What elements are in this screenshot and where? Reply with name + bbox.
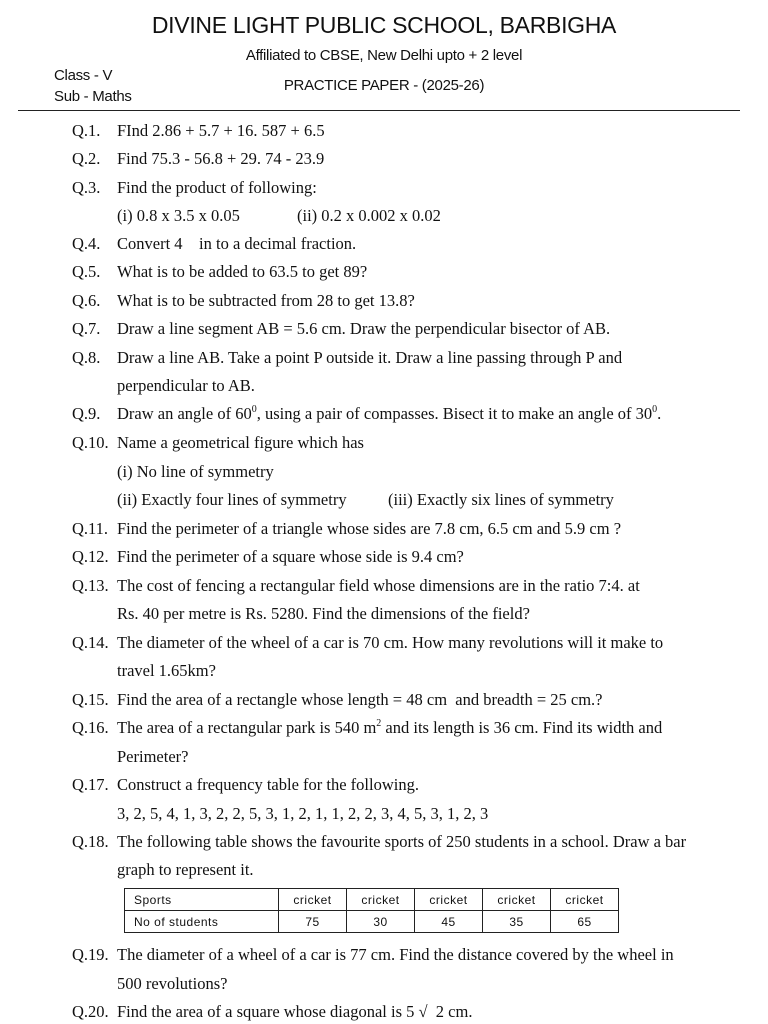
question-number: Q.3. [72, 178, 101, 197]
class-label: Class - V [54, 67, 113, 84]
question-number: Q.8. [72, 348, 101, 367]
question-text: Convert 4 in to a decimal fraction. [117, 234, 357, 253]
header-divider [18, 110, 740, 111]
question-number: Q.10. [72, 433, 109, 452]
table-cell: 65 [551, 911, 619, 933]
table-cell: cricket [279, 889, 347, 911]
question-number: Q.17. [72, 775, 109, 794]
question-number: Q.1. [72, 121, 101, 140]
question-number: Q.16. [72, 718, 109, 737]
question-part: (iii) Exactly six lines of symmetry [388, 490, 614, 509]
table-row [125, 911, 619, 933]
table-cell: 35 [483, 911, 551, 933]
question-number: Q.11. [72, 519, 109, 538]
question-text-continued: graph to represent it. [117, 860, 254, 879]
question-number: Q.15. [72, 690, 109, 709]
question-part: (i) No line of symmetry [117, 462, 274, 481]
question-text-continued: travel 1.65km? [117, 661, 216, 680]
table-cell: cricket [483, 889, 551, 911]
question-number: Q.4. [72, 234, 101, 253]
question-number: Q.2. [72, 149, 101, 168]
question-number: Q.6. [72, 291, 101, 310]
question-text: Draw a line AB. Take a point P outside it. Draw a line passing through P and [117, 348, 623, 367]
question-part: (ii) Exactly four lines of symmetry [117, 490, 347, 509]
table-cell: 75 [279, 911, 347, 933]
question-text-continued: Perimeter? [117, 747, 189, 766]
question-number: Q.18. [72, 832, 109, 851]
table-header-row [125, 889, 619, 911]
question-number: Q.12. [72, 547, 109, 566]
table-cell: 45 [415, 911, 483, 933]
table-cell: cricket [415, 889, 483, 911]
question-text: The cost of fencing a rectangular field whose dimensions are in the ratio 7:4. at [117, 576, 640, 595]
question-text: Find the product of following: [117, 178, 317, 197]
affiliation: Affiliated to CBSE, New Delhi upto + 2 level [245, 47, 523, 64]
sports-table [124, 888, 619, 933]
question-text: Find the perimeter of a triangle whose sides are 7.8 cm, 6.5 cm and 5.9 cm ? [117, 519, 622, 538]
question-number: Q.20. [72, 1002, 109, 1021]
question-part: (ii) 0.2 x 0.002 x 0.02 [297, 206, 441, 225]
question-text: Name a geometrical figure which has [117, 433, 364, 452]
table-cell: cricket [551, 889, 619, 911]
question-text: The following table shows the favourite sports of 250 students in a school. Draw a bar [117, 832, 687, 851]
question-text: Find 75.3 - 56.8 + 29. 74 - 23.9 [117, 149, 325, 168]
question-number: Q.5. [72, 262, 101, 281]
question-number: Q.9. [72, 404, 101, 423]
question-text: The area of a rectangular park is 540 $m^2$ and its length is 36 cm. Find its width and [117, 717, 663, 737]
question-number: Q.19. [72, 945, 109, 964]
question-text-continued: perpendicular to AB. [117, 376, 255, 395]
question-text: Find the area of a square whose diagonal is 5 √ 2 cm. [117, 1002, 473, 1021]
table-cell: Sports [125, 889, 279, 911]
paper-title: PRACTICE PAPER - (2025-26) [283, 77, 485, 94]
question-data: 3, 2, 5, 4, 1, 3, 2, 2, 5, 3, 1, 2, 1, 1, 2, 2, 3, 4, 5, 3, 1, 2, 3 [117, 804, 489, 823]
question-text: Draw a line segment AB = 5.6 cm. Draw the perpendicular bisector of AB. [117, 319, 611, 338]
question-text: What is to be added to 63.5 to get 89? [117, 262, 368, 281]
question-text: The diameter of the wheel of a car is 70 cm. How many revolutions will it make to [117, 633, 664, 652]
table-cell: cricket [347, 889, 415, 911]
question-number: Q.13. [72, 576, 109, 595]
question-text-continued: 500 revolutions? [117, 974, 228, 993]
question-text: Find the area of a rectangle whose length = 48 cm and breadth = 25 cm.? [117, 690, 603, 709]
question-number: Q.7. [72, 319, 101, 338]
question-text: Construct a frequency table for the following. [117, 775, 419, 794]
table-cell: 30 [347, 911, 415, 933]
question-text: What is to be subtracted from 28 to get 13.8? [117, 291, 415, 310]
question-text: FInd 2.86 + 5.7 + 16. 587 + 6.5 [117, 121, 325, 140]
subject-label: Sub - Maths [54, 88, 132, 105]
question-text-continued: Rs. 40 per metre is Rs. 5280. Find the dimensions of the field? [117, 604, 530, 623]
question-number: Q.14. [72, 633, 109, 652]
table-cell: No of students [125, 911, 279, 933]
question-text: Find the perimeter of a square whose side is 9.4 cm? [117, 547, 464, 566]
question-text: Draw an angle of $60^0$, using a pair of compasses. Bisect it to make an angle of $30^0$. [117, 403, 662, 423]
school-name: DIVINE LIGHT PUBLIC SCHOOL, BARBIGHA [151, 12, 617, 38]
question-text: The diameter of a wheel of a car is 77 cm. Find the distance covered by the wheel in [117, 945, 674, 964]
question-part: (i) 0.8 x 3.5 x 0.05 [117, 206, 240, 225]
